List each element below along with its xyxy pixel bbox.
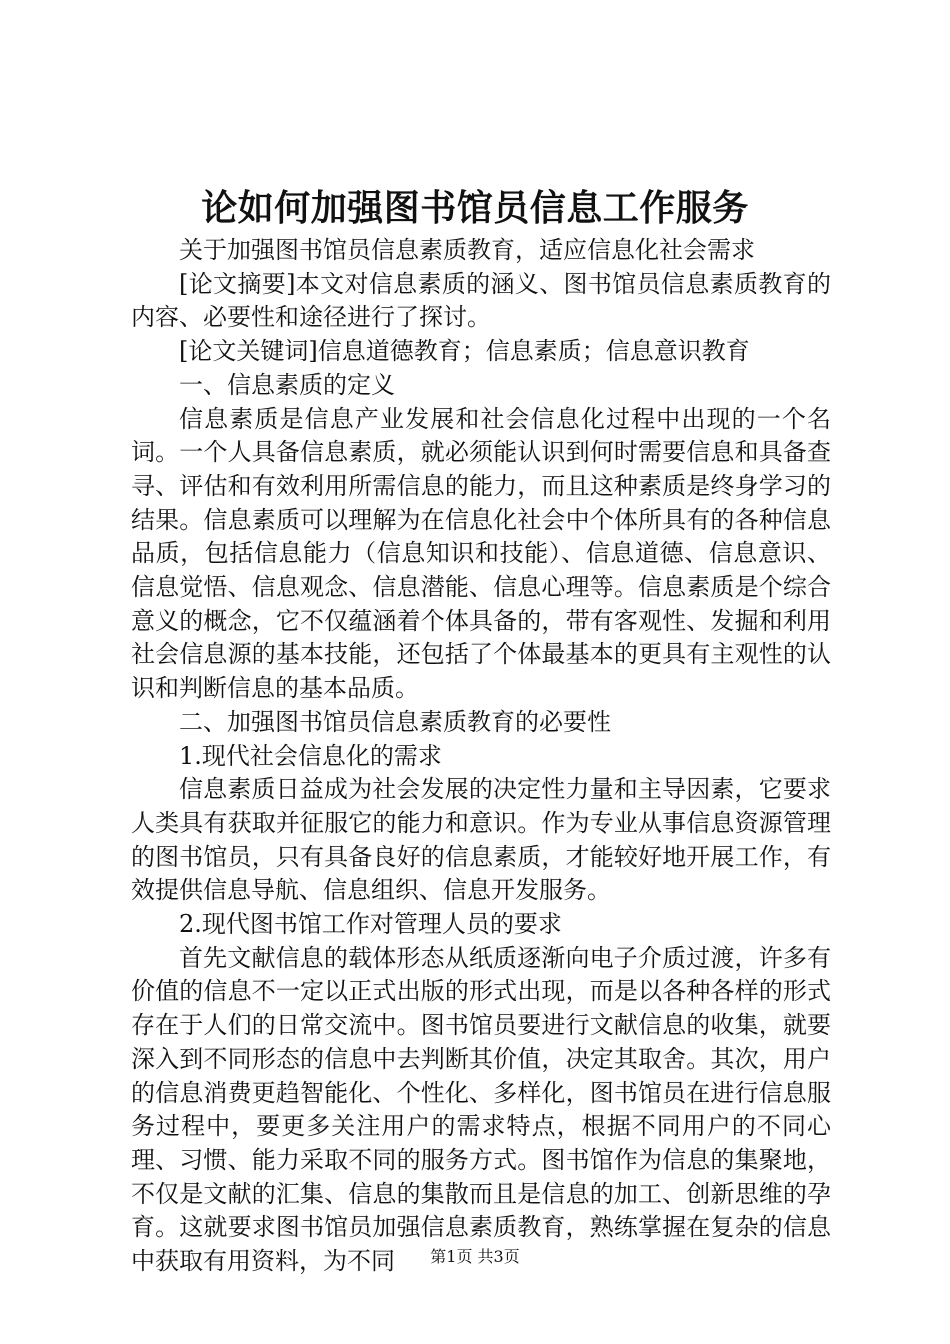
document-title: 论如何加强图书馆员信息工作服务	[201, 187, 749, 229]
section-heading: 一、信息素质的定义	[179, 370, 395, 399]
subsection-heading: 2.现代图书馆工作对管理人员的要求	[179, 910, 562, 939]
subtitle-paragraph: 关于加强图书馆员信息素质教育，适应信息化社会需求	[179, 236, 755, 264]
abstract-paragraph: [论文摘要]本文对信息素质的涵义、图书馆员信息素质教育的内容、必要性和途径进行了探讨。	[131, 269, 831, 332]
body-paragraph: 信息素质日益成为社会发展的决定性力量和主导因素，它要求人类具有获取并征服它的能力和意识。作为专业从事信息资源管理的图书馆员，只有具备良好的信息素质，才能较好地开展工作，有效提供信息导航、信息组织、信息开发服务。	[131, 775, 831, 905]
page-number-footer: 第1页 共3页	[430, 1247, 520, 1266]
body-paragraph: 首先文献信息的载体形态从纸质逐渐向电子介质过渡，许多有价值的信息不一定以正式出版的形式出现，而是以各种各样的形式存在于人们的日常交流中。图书馆员要进行文献信息的收集，就要深入到不同形态的信息中去判断其价值，决定其取舍。其次，用户的信息消费更趋智能化、个性化、多样化，图书馆员在进行信息服务过程中，要更多关注用户的需求特点，根据不同用户的不同心理、习惯、能力采取不同的服务方式。图书馆作为信息的集聚地，不仅是文献的汇集、信息的集散而且是信息的加工、创新思维的孕育。这就要求图书馆员加强信息素质教育，熟练掌握在复杂的信息中获取有用资料，为不同	[131, 943, 831, 1276]
section-heading: 二、加强图书馆员信息素质教育的必要性	[179, 707, 611, 736]
keywords-paragraph: [论文关键词]信息道德教育；信息素质；信息意识教育	[179, 337, 750, 366]
body-paragraph: 信息素质是信息产业发展和社会信息化过程中出现的一个名词。一个人具备信息素质，就必须能认识到何时需要信息和具备查寻、评估和有效利用所需信息的能力，而且这种素质是终身学习的结果。信息素质可以理解为在信息化社会中个体所具有的各种信息品质，包括信息能力（信息知识和技能）、信息道德、信息意识、信息觉悟、信息观念、信息潜能、信息心理等。信息素质是个综合意义的概念，它不仅蕴涵着个体具备的，带有客观性、发掘和利用社会信息源的基本技能，还包括了个体最基本的更具有主观性的认识和判断信息的基本品质。	[131, 404, 831, 703]
document-body	[131, 234, 831, 1279]
subsection-heading: 1.现代社会信息化的需求	[179, 741, 442, 770]
